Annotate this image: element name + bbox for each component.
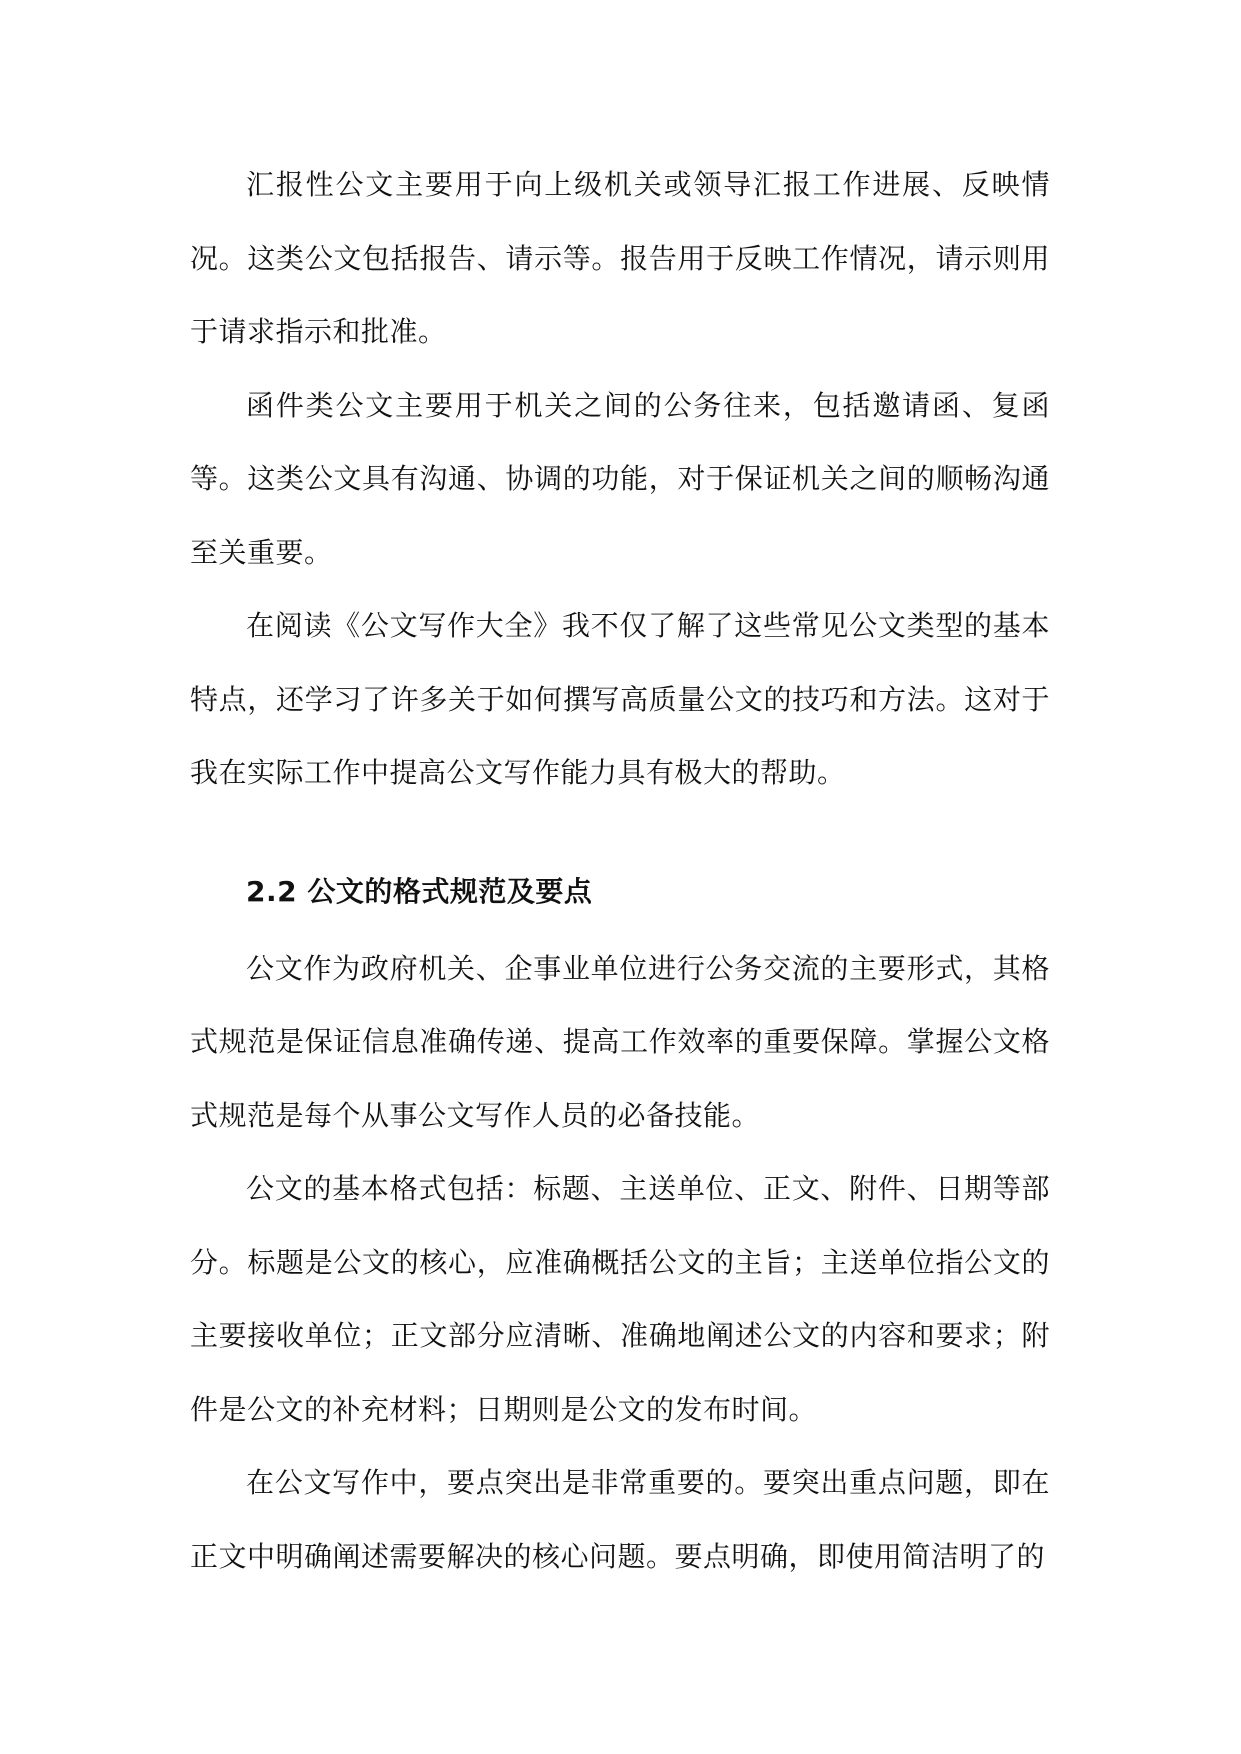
document-body [190, 148, 1050, 1593]
paragraph-letter-documents: 函件类公文主要用于机关之间的公务往来，包括邀请函、复函等。这类公文具有沟通、协调的功能，对于保证机关之间的顺畅沟通至关重要。 [190, 388, 1050, 569]
paragraph-report-documents: 汇报性公文主要用于向上级机关或领导汇报工作进展、反映情况。这类公文包括报告、请示等。报告用于反映工作情况，请示则用于请求指示和批准。 [190, 168, 1050, 348]
paragraph-reading-reflection: 在阅读《公文写作大全》我不仅了解了这些常见公文类型的基本特点，还学习了许多关于如何撰写高质量公文的技巧和方法。这对于我在实际工作中提高公文写作能力具有极大的帮助。 [190, 609, 1050, 789]
paragraph-key-points: 在公文写作中，要点突出是非常重要的。要突出重点问题，即在正文中明确阐述需要解决的核心问题。要点明确，即使用简洁明了的 [190, 1466, 1050, 1573]
section-heading: 2.2 公文的格式规范及要点 [246, 874, 593, 908]
paragraph-basic-format: 公文的基本格式包括：标题、主送单位、正文、附件、日期等部分。标题是公文的核心，应准确概括公文的主旨；主送单位指公文的主要接收单位；正文部分应清晰、准确地阐述公文的内容和要求；附件是公文的补充材料；日期则是公文的发布时间。 [190, 1172, 1050, 1426]
paragraph-format-importance: 公文作为政府机关、企事业单位进行公务交流的主要形式，其格式规范是保证信息准确传递、提高工作效率的重要保障。掌握公文格式规范是每个从事公文写作人员的必备技能。 [190, 951, 1050, 1132]
